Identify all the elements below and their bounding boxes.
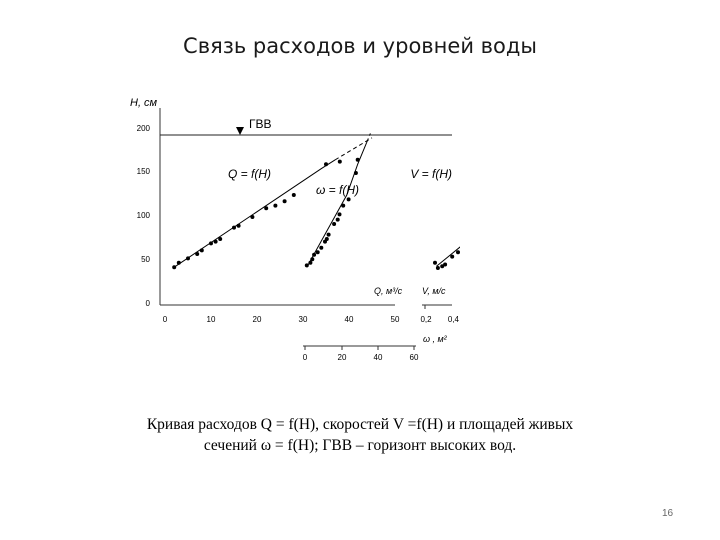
data-point-q (172, 265, 176, 269)
v-ticks (420, 315, 459, 324)
data-point-w (312, 253, 316, 257)
q-tick-label: 50 (390, 315, 400, 324)
chart-marks (172, 133, 460, 270)
data-point-w (354, 171, 358, 175)
data-point-v (456, 250, 460, 254)
w-tick-label: 60 (409, 353, 419, 362)
caption-line-1: Кривая расходов Q = f(H), скоростей V =f(H) и площадей живых (146, 416, 574, 433)
v-tick-label: 0,4 (447, 315, 459, 324)
data-point-q (232, 226, 236, 230)
data-point-q (195, 252, 199, 256)
data-point-v (433, 261, 437, 265)
data-point-w (308, 261, 312, 265)
data-point-v (436, 266, 440, 270)
q-tick-label: 0 (162, 315, 168, 324)
data-point-w (316, 250, 320, 254)
q-tick-label: 30 (298, 315, 308, 324)
data-point-q (237, 224, 241, 228)
q-ticks (163, 315, 400, 324)
v-tick-label: 0,2 (420, 315, 432, 324)
q-axis-label: Q, м³/с (374, 286, 403, 296)
gvv-label: ГВВ (249, 117, 272, 131)
y-axis-label: H, см (130, 97, 158, 109)
slide-caption (80, 414, 640, 456)
data-point-q (273, 204, 277, 208)
w-tick-label: 40 (373, 353, 383, 362)
data-point-w (336, 218, 340, 222)
data-point-q (250, 215, 254, 219)
data-point-q (177, 261, 181, 265)
w-ticks (303, 353, 419, 362)
y-tick-label: 50 (141, 255, 150, 264)
series-label-v: V = f(H) (410, 167, 452, 181)
q-tick-label: 40 (344, 315, 354, 324)
w-tick-label: 20 (337, 353, 347, 362)
data-point-v (443, 263, 447, 267)
data-point-q (214, 240, 218, 244)
y-tick-label: 100 (136, 211, 150, 220)
data-point-q (186, 256, 190, 260)
data-point-w (319, 246, 323, 250)
q-tick-label: 20 (252, 315, 262, 324)
data-point-q (324, 162, 328, 166)
y-ticks (137, 124, 151, 308)
data-point-q (338, 160, 342, 164)
data-point-v (450, 255, 454, 259)
caption-line-2: сечений ω = f(H); ГВВ – горизонт высоких вод. (203, 437, 517, 454)
series-label-q: Q = f(H) (228, 167, 272, 181)
data-point-w (332, 222, 336, 226)
data-point-w (327, 233, 331, 237)
data-point-q (283, 199, 287, 203)
data-point-w (305, 263, 309, 267)
data-point-w (325, 237, 329, 241)
data-point-w (338, 212, 342, 216)
chart-svg (120, 88, 460, 368)
y-tick-label: 200 (136, 124, 150, 133)
w-tick-label: 0 (302, 353, 308, 362)
data-point-q (209, 241, 213, 245)
data-point-q (218, 237, 222, 241)
data-point-q (292, 193, 296, 197)
data-point-q (200, 248, 204, 252)
q-tick-label: 10 (206, 315, 216, 324)
data-point-w (347, 197, 351, 201)
y-tick-label: 0 (145, 299, 150, 308)
data-point-q (264, 206, 268, 210)
y-tick-label: 150 (136, 167, 150, 176)
page-number: 16 (662, 508, 674, 519)
data-point-w (341, 204, 345, 208)
v-axis-label: V, м/с (422, 286, 446, 296)
series-curve-dashed-q (335, 138, 372, 160)
data-point-w (310, 257, 314, 261)
slide-title: Связь расходов и уровней воды (183, 34, 537, 58)
data-point-w (356, 158, 360, 162)
gvv-marker-icon (236, 127, 244, 135)
series-label-w: ω = f(H) (316, 183, 360, 197)
w-axis-label: ω , м² (423, 334, 447, 344)
